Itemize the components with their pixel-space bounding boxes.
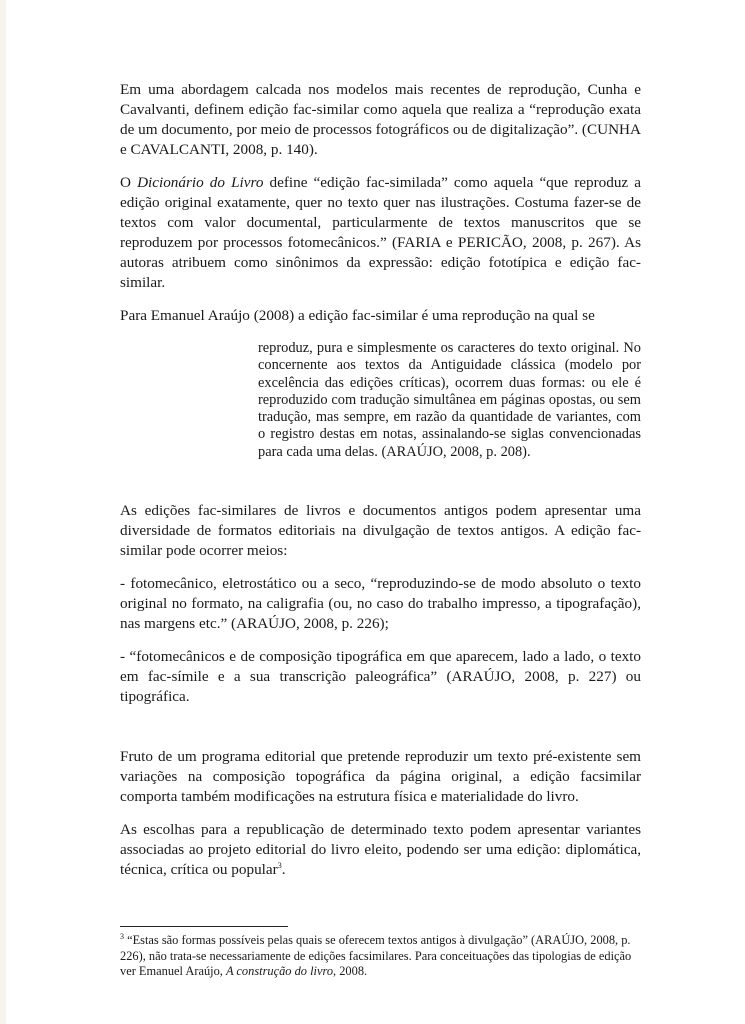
footnotes-area [120,926,641,980]
footnote-number: 3 [120,931,124,941]
paragraph-fruto-programa-editorial: Fruto de um programa editorial que pretende reproduzir um texto pré-existente sem variações na composição topográfica da página original, a edição facsimilar comporta também modificações na estrutura física e materialidade do livro. [120,748,641,806]
paragraph-end: . [281,861,286,879]
paragraph-edicoes-fac-similares: As edições fac-similares de livros e documentos antigos podem apresentar uma diversidade de formatos editoriais na divulgação de textos antigos. A edição fac-similar pode ocorrer meios: [120,502,641,560]
page-edge [0,0,6,1024]
footnote-separator [120,926,288,927]
footnote-3 [120,933,641,980]
list-item-fotomecanico: - fotomecânico, eletrostático ou a seco, “reproduzindo-se de modo absoluto o texto original no formato, na caligrafia (ou, no caso do trabalho impresso, a tipografação), nas margens etc.” (ARAÚJO, 2008, p. 226); [120,575,641,633]
book-title-dicionario: Dicionário do Livro [137,174,264,191]
list-item-composicao-tipografica: - “fotomecânicos e de composição tipográfica em que aparecem, lado a lado, o texto em fac-símile e a sua transcrição paleográfica” (ARAÚJO, 2008, p. 227) ou tipográfica. [120,648,641,706]
book-title-construcao: A construção do livro [225,964,334,979]
paragraph-araujo-intro: Para Emanuel Araújo (2008) a edição fac-similar é uma reprodução na qual se [120,307,595,324]
footnote-text: “Estas são formas possíveis pelas quais se oferecem textos antigos à divulgação” (ARAÚJO, 2008, p. 226), não trata-se necessariamente de edições facsimilares. Para conceituações das tipologias de edição ver Emanuel Araújo, [120,933,632,979]
footnote-end: , 2008. [333,964,368,979]
paragraph-body: As escolhas para a republicação de determinado texto podem apresentar variantes associadas ao projeto editorial do livro eleito, podendo ser uma edição: diplomática, técnica, crítica ou popular [120,821,641,879]
paragraph-escolhas-republicacao [120,820,641,880]
footnote-reference[interactable]: 3 [277,861,282,871]
paragraph-prefix: O [120,174,138,191]
paragraph-dicionario-do-livro [120,173,641,293]
paragraph-cunha-cavalcanti: Em uma abordagem calcada nos modelos mais recentes de reprodução, Cunha e Cavalvanti, definem edição fac-similar como aquela que realiza a “reprodução exata de um documento, por meio de processos fotográficos ou de digitalização”. (CUNHA e CAVALCANTI, 2008, p. 140). [120,81,641,158]
paragraph-body: define “edição fac-similada” como aquela “que reproduz a edição original exatamente, quer no texto quer nas ilustrações. Costuma fazer-se de textos com valor documental, particularmente de textos manuscritos que se reproduzem por processos fotomecânicos.” (FARIA e PERICÃO, 2008, p. 267). As autoras atribuem como sinônimos da expressão: edição fototípica e edição fac-similar. [120,174,641,291]
block-quote-araujo: reproduz, pura e simplesmente os caracteres do texto original. No concernente aos textos da Antiguidade clássica (modelo por excelência das edições críticas), ocorrem duas formas: ou ele é reproduzido com tradução simultânea em páginas opostas, ou sem tradução, mas sempre, em razão da quantidade de variantes, com o registro destas em notas, assinalando-se siglas convencionadas para cada uma delas. (ARAÚJO, 2008, p. 208). [258,340,641,460]
